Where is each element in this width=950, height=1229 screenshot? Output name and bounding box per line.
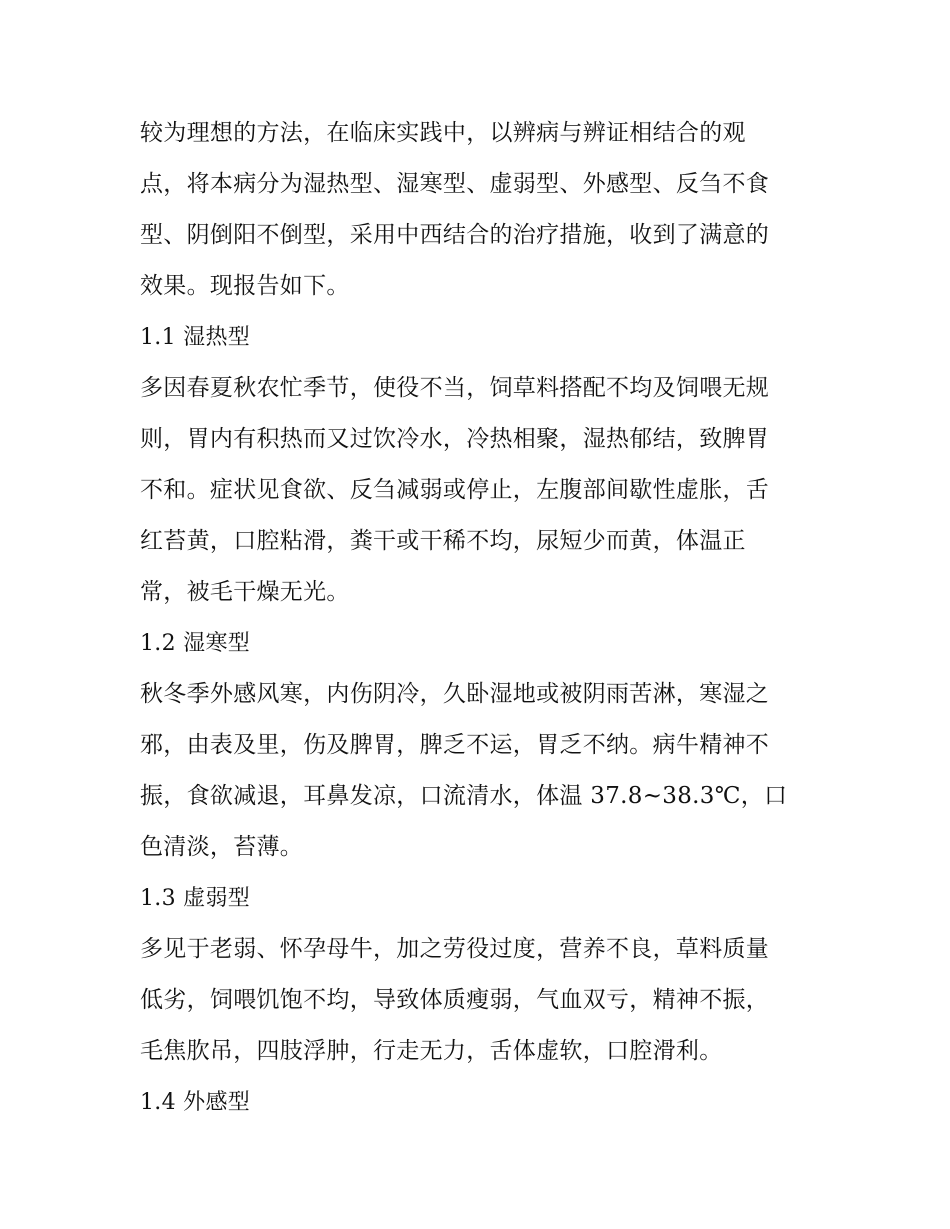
text-line: 多因春夏秋农忙季节，使役不当，饲草料搭配不均及饲喂无规 xyxy=(140,375,770,401)
section-heading: 1.3 虚弱型 xyxy=(140,886,251,911)
text-line: 邪，由表及里，伤及脾胃，脾乏不运，胃乏不纳。病牛精神不 xyxy=(140,732,770,758)
text-line: 效果。现报告如下。 xyxy=(140,273,350,299)
section-heading: 1.1 湿热型 xyxy=(140,325,251,350)
text-line: 振，食欲减退，耳鼻发凉，口流清水，体温 37.8~38.3℃，口 xyxy=(140,783,788,809)
text-line: 型、阴倒阳不倒型，采用中西结合的治疗措施，收到了满意的 xyxy=(140,222,770,248)
section-heading: 1.2 湿寒型 xyxy=(140,631,251,656)
section-heading: 1.4 外感型 xyxy=(140,1090,251,1115)
text-line: 则，胃内有积热而又过饮冷水，冷热相聚，湿热郁结，致脾胃 xyxy=(140,426,770,452)
text-line: 常，被毛干燥无光。 xyxy=(140,579,350,605)
text-line: 毛焦肷吊，四肢浮肿，行走无力，舌体虚软，口腔滑利。 xyxy=(140,1038,723,1064)
section-1-4 xyxy=(140,1077,820,1128)
text-line: 点，将本病分为湿热型、湿寒型、虚弱型、外感型、反刍不食 xyxy=(140,171,770,197)
section-1-3 xyxy=(140,873,820,1077)
text-line: 色清淡，苔薄。 xyxy=(140,834,304,860)
section-1-1 xyxy=(140,312,820,618)
intro-paragraph xyxy=(140,108,820,312)
text-line: 不和。症状见食欲、反刍减弱或停止，左腹部间歇性虚胀，舌 xyxy=(140,477,770,503)
text-line: 多见于老弱、怀孕母牛，加之劳役过度，营养不良，草料质量 xyxy=(140,936,770,962)
text-line: 红苔黄，口腔粘滑，粪干或干稀不均，尿短少而黄，体温正 xyxy=(140,528,746,554)
text-line: 秋冬季外感风寒，内伤阴冷，久卧湿地或被阴雨苦淋，寒湿之 xyxy=(140,681,770,707)
text-line: 低劣，饲喂饥饱不均，导致体质瘦弱，气血双亏，精神不振， xyxy=(140,987,770,1013)
document-body xyxy=(140,108,820,1128)
text-line: 较为理想的方法，在临床实践中，以辨病与辨证相结合的观 xyxy=(140,120,746,146)
section-1-2 xyxy=(140,618,820,873)
